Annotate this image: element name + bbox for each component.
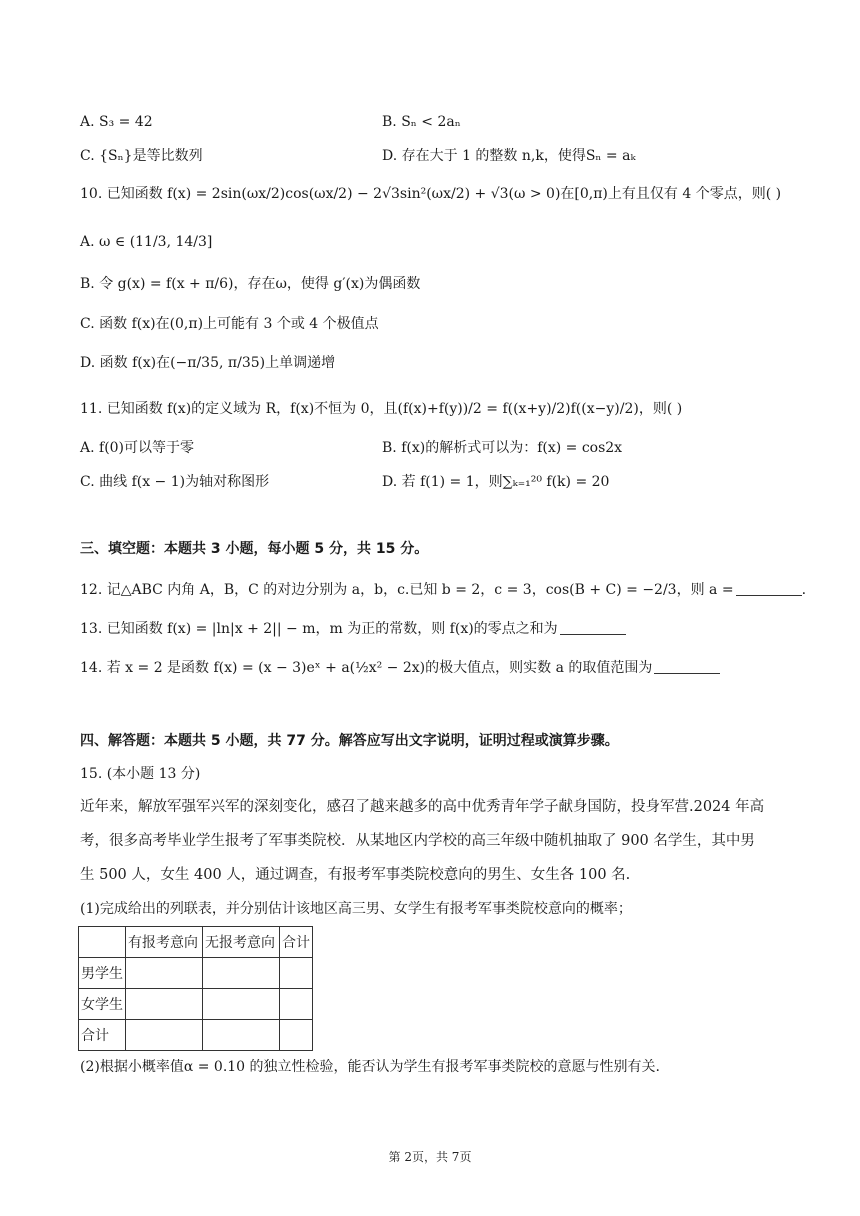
q12-answer-blank[interactable] (736, 581, 802, 596)
q11-option-b: B. f(x)的解析式可以为：f(x) = cos2x (382, 440, 623, 456)
table-row-label: 女学生 (79, 989, 126, 1020)
table-header-cell: 合计 (280, 927, 313, 958)
q9-option-c: C. {Sₙ}是等比数列 (80, 148, 203, 164)
table-header-cell (79, 927, 126, 958)
page-footer: 第 2页，共 7页 (388, 1150, 472, 1164)
table-cell[interactable] (280, 958, 313, 989)
q15-part2: (2)根据小概率值α = 0.10 的独立性检验，能否认为学生有报考军事类院校的意愿与性别有关. (80, 1059, 660, 1075)
table-row-label: 合计 (79, 1020, 126, 1051)
q11-option-c: C. 曲线 f(x − 1)为轴对称图形 (80, 474, 270, 490)
q13-answer-blank[interactable] (560, 620, 626, 635)
table-row-label: 男学生 (79, 958, 126, 989)
table-header-cell: 有报考意向 (126, 927, 203, 958)
table-row (79, 1020, 313, 1051)
table-cell[interactable] (280, 989, 313, 1020)
section4-title: 四、解答题：本题共 5 小题，共 77 分。解答应写出文字说明，证明过程或演算步骤。 (80, 733, 619, 749)
table-header-cell: 无报考意向 (203, 927, 280, 958)
q12-text: 12. 记△ABC 内角 A，B，C 的对边分别为 a，b，c.已知 b = 2，c = 3，cos(B + C) = −2/3，则 a = (80, 582, 734, 598)
table-cell[interactable] (126, 989, 203, 1020)
q9-option-d: D. 存在大于 1 的整数 n,k，使得Sₙ = aₖ (382, 148, 636, 164)
table-cell[interactable] (126, 1020, 203, 1051)
table-row (79, 989, 313, 1020)
q11-option-a: A. f(0)可以等于零 (80, 440, 195, 456)
table-cell[interactable] (203, 1020, 280, 1051)
q10-option-a: A. ω ∈ (11/3, 14/3] (80, 234, 213, 250)
q9-option-b: B. Sₙ < 2aₙ (382, 114, 461, 130)
q15-heading: 15. (本小题 13 分) (80, 766, 201, 782)
q15-paragraph-line-1: 近年来，解放军强军兴军的深刻变化，感召了越来越多的高中优秀青年学子献身国防，投身军营.2024 年高 (80, 799, 765, 815)
q14 (80, 658, 720, 678)
table-row (79, 958, 313, 989)
q11-stem: 11. 已知函数 f(x)的定义域为 R，f(x)不恒为 0，且(f(x)+f(y))/2 = f((x+y)/2)f((x−y)/2)，则( ) (80, 401, 683, 417)
table-cell[interactable] (280, 1020, 313, 1051)
q14-answer-blank[interactable] (654, 659, 720, 674)
contingency-table (78, 926, 313, 1051)
q11-option-d: D. 若 f(1) = 1，则∑ₖ₌₁²⁰ f(k) = 20 (382, 474, 610, 490)
q12 (80, 580, 806, 600)
q15-paragraph-line-2: 考，很多高考毕业学生报考了军事类院校．从某地区内学校的高三年级中随机抽取了 900 名学生，其中男 (80, 833, 755, 849)
section3-title: 三、填空题：本题共 3 小题，每小题 5 分，共 15 分。 (80, 541, 429, 557)
q9-option-a: A. S₃ = 42 (80, 114, 153, 130)
table-header-row (79, 927, 313, 958)
table-cell[interactable] (203, 989, 280, 1020)
table-cell[interactable] (126, 958, 203, 989)
q10-option-b: B. 令 g(x) = f(x + π/6)，存在ω，使得 g′(x)为偶函数 (80, 276, 421, 292)
q13-text: 13. 已知函数 f(x) = |ln|x + 2|| − m，m 为正的常数，则 f(x)的零点之和为 (80, 621, 558, 637)
q10-stem: 10. 已知函数 f(x) = 2sin(ωx/2)cos(ωx/2) − 2√3sin²(ωx/2) + √3(ω > 0)在[0,π)上有且仅有 4 个零点，则( ) (80, 186, 782, 202)
q10-option-c: C. 函数 f(x)在(0,π)上可能有 3 个或 4 个极值点 (80, 316, 379, 332)
table-cell[interactable] (203, 958, 280, 989)
q15-paragraph-line-3: 生 500 人，女生 400 人，通过调查，有报考军事类院校意向的男生、女生各 100 名. (80, 867, 631, 883)
q12-end: . (801, 582, 807, 598)
q15-part1: (1)完成给出的列联表，并分别估计该地区高三男、女学生有报考军事类院校意向的概率； (80, 901, 632, 917)
q14-text: 14. 若 x = 2 是函数 f(x) = (x − 3)eˣ + a(½x² − 2x)的极大值点，则实数 a 的取值范围为 (80, 660, 653, 676)
q10-option-d: D. 函数 f(x)在(−π/35, π/35)上单调递增 (80, 355, 336, 371)
q13 (80, 619, 626, 639)
